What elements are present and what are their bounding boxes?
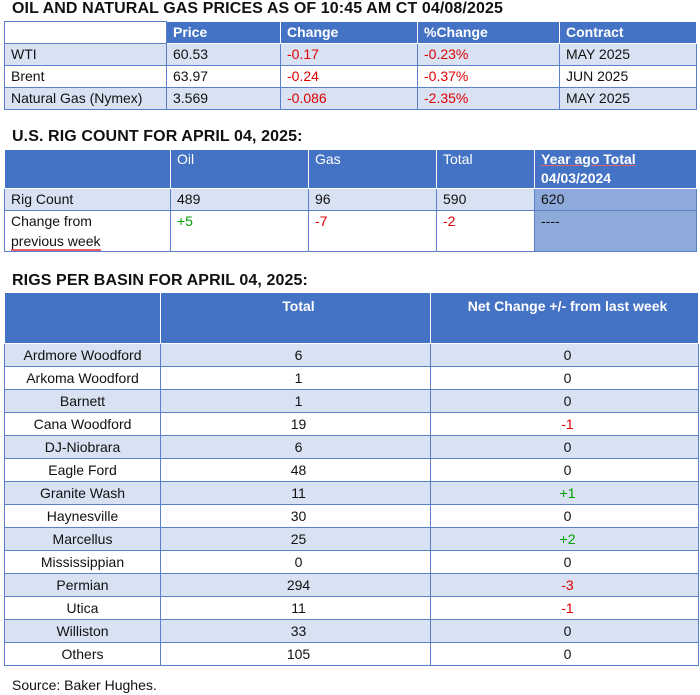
basin-total: 33: [161, 620, 431, 643]
basin-name: Granite Wash: [5, 482, 161, 505]
rig-header-oil: Oil: [171, 150, 309, 189]
commodity-name: Brent: [5, 66, 167, 88]
rig-count-total: 590: [437, 189, 535, 211]
pct-change-value: -0.37%: [418, 66, 560, 88]
basin-change: 0: [431, 620, 699, 643]
basin-change: 0: [431, 344, 699, 367]
basin-change: 0: [431, 436, 699, 459]
basin-name: Arkoma Woodford: [5, 367, 161, 390]
basin-total: 48: [161, 459, 431, 482]
basin-name: Ardmore Woodford: [5, 344, 161, 367]
basin-total: 6: [161, 344, 431, 367]
table-row: [5, 574, 699, 597]
rig-count-header-row: [5, 150, 697, 189]
table-row: [5, 344, 699, 367]
basin-name: DJ-Niobrara: [5, 436, 161, 459]
table-row: [5, 66, 697, 88]
basin-change: +2: [431, 528, 699, 551]
table-row: [5, 482, 699, 505]
table-row: [5, 413, 699, 436]
basin-change: -3: [431, 574, 699, 597]
table-row: [5, 551, 699, 574]
basins-header-row: [5, 293, 699, 344]
basins-header-blank: [5, 293, 161, 344]
price-value: 3.569: [167, 88, 281, 110]
rig-header-year-ago: [535, 150, 697, 189]
basin-name: Mississippian: [5, 551, 161, 574]
price-value: 63.97: [167, 66, 281, 88]
table-row: [5, 390, 699, 413]
basin-change: 0: [431, 367, 699, 390]
prices-header-pct: %Change: [418, 22, 560, 44]
contract-value: JUN 2025: [560, 66, 697, 88]
table-row: [5, 459, 699, 482]
rig-header-total: Total: [437, 150, 535, 189]
year-ago-date: 04/03/2024: [541, 170, 612, 186]
basin-total: 30: [161, 505, 431, 528]
basin-total: 105: [161, 643, 431, 666]
basins-header-total: Total: [161, 293, 431, 344]
basin-name: Barnett: [5, 390, 161, 413]
contract-value: MAY 2025: [560, 88, 697, 110]
basin-change: 0: [431, 505, 699, 528]
prices-title: OIL AND NATURAL GAS PRICES AS OF 10:45 AM CT 04/08/2025: [12, 0, 503, 17]
contract-value: MAY 2025: [560, 44, 697, 66]
source-note: Source: Baker Hughes.: [12, 677, 157, 693]
basin-total: 1: [161, 390, 431, 413]
rig-count-gas: 96: [309, 189, 437, 211]
basin-total: 0: [161, 551, 431, 574]
pct-change-value: -2.35%: [418, 88, 560, 110]
basin-total: 6: [161, 436, 431, 459]
prices-table: [4, 21, 697, 110]
basin-change: 0: [431, 459, 699, 482]
rig-count-title: U.S. RIG COUNT FOR APRIL 04, 2025:: [12, 128, 303, 145]
basin-total: 294: [161, 574, 431, 597]
basin-name: Haynesville: [5, 505, 161, 528]
basin-total: 19: [161, 413, 431, 436]
basin-change: -1: [431, 413, 699, 436]
change-label: [5, 211, 171, 252]
basin-name: Others: [5, 643, 161, 666]
change-oil: +5: [171, 211, 309, 252]
basin-change: 0: [431, 551, 699, 574]
pct-change-value: -0.23%: [418, 44, 560, 66]
rig-count-year-ago: 620: [535, 189, 697, 211]
table-row: [5, 620, 699, 643]
prices-header-contract: Contract: [560, 22, 697, 44]
basin-total: 1: [161, 367, 431, 390]
prices-header-price: Price: [167, 22, 281, 44]
rig-count-oil: 489: [171, 189, 309, 211]
change-label-line2: [11, 231, 170, 251]
basin-name: Eagle Ford: [5, 459, 161, 482]
basin-change: -1: [431, 597, 699, 620]
price-value: 60.53: [167, 44, 281, 66]
table-row: [5, 211, 697, 252]
table-row: [5, 367, 699, 390]
change-value: -0.24: [281, 66, 418, 88]
basin-name: Utica: [5, 597, 161, 620]
basin-total: 11: [161, 482, 431, 505]
commodity-name: WTI: [5, 44, 167, 66]
basin-total: 25: [161, 528, 431, 551]
basin-change: 0: [431, 643, 699, 666]
basin-name: Marcellus: [5, 528, 161, 551]
prices-header-row: [5, 22, 697, 44]
table-row: [5, 436, 699, 459]
change-value: -0.17: [281, 44, 418, 66]
year-ago-label: Year ago Total: [541, 151, 636, 167]
rig-count-label: Rig Count: [5, 189, 171, 211]
table-row: [5, 44, 697, 66]
basin-name: Permian: [5, 574, 161, 597]
basin-total: 11: [161, 597, 431, 620]
rig-count-table: [4, 149, 697, 252]
change-label-line2-text: previous week: [11, 233, 101, 249]
table-row: [5, 643, 699, 666]
table-row: [5, 189, 697, 211]
change-value: -0.086: [281, 88, 418, 110]
change-year-ago: ----: [535, 211, 697, 252]
basin-name: Williston: [5, 620, 161, 643]
basin-change: 0: [431, 390, 699, 413]
basins-title: RIGS PER BASIN FOR APRIL 04, 2025:: [12, 272, 308, 289]
table-row: [5, 597, 699, 620]
prices-header-blank: [5, 22, 167, 44]
table-row: [5, 528, 699, 551]
commodity-name: Natural Gas (Nymex): [5, 88, 167, 110]
rig-header-gas: Gas: [309, 150, 437, 189]
table-row: [5, 505, 699, 528]
table-row: [5, 88, 697, 110]
rig-header-blank: [5, 150, 171, 189]
prices-header-change: Change: [281, 22, 418, 44]
basin-change: +1: [431, 482, 699, 505]
basins-table: [4, 292, 699, 666]
basin-name: Cana Woodford: [5, 413, 161, 436]
basins-header-net-change: Net Change +/- from last week: [431, 293, 699, 344]
change-gas: -7: [309, 211, 437, 252]
change-total: -2: [437, 211, 535, 252]
change-label-line1: Change from: [11, 213, 92, 229]
